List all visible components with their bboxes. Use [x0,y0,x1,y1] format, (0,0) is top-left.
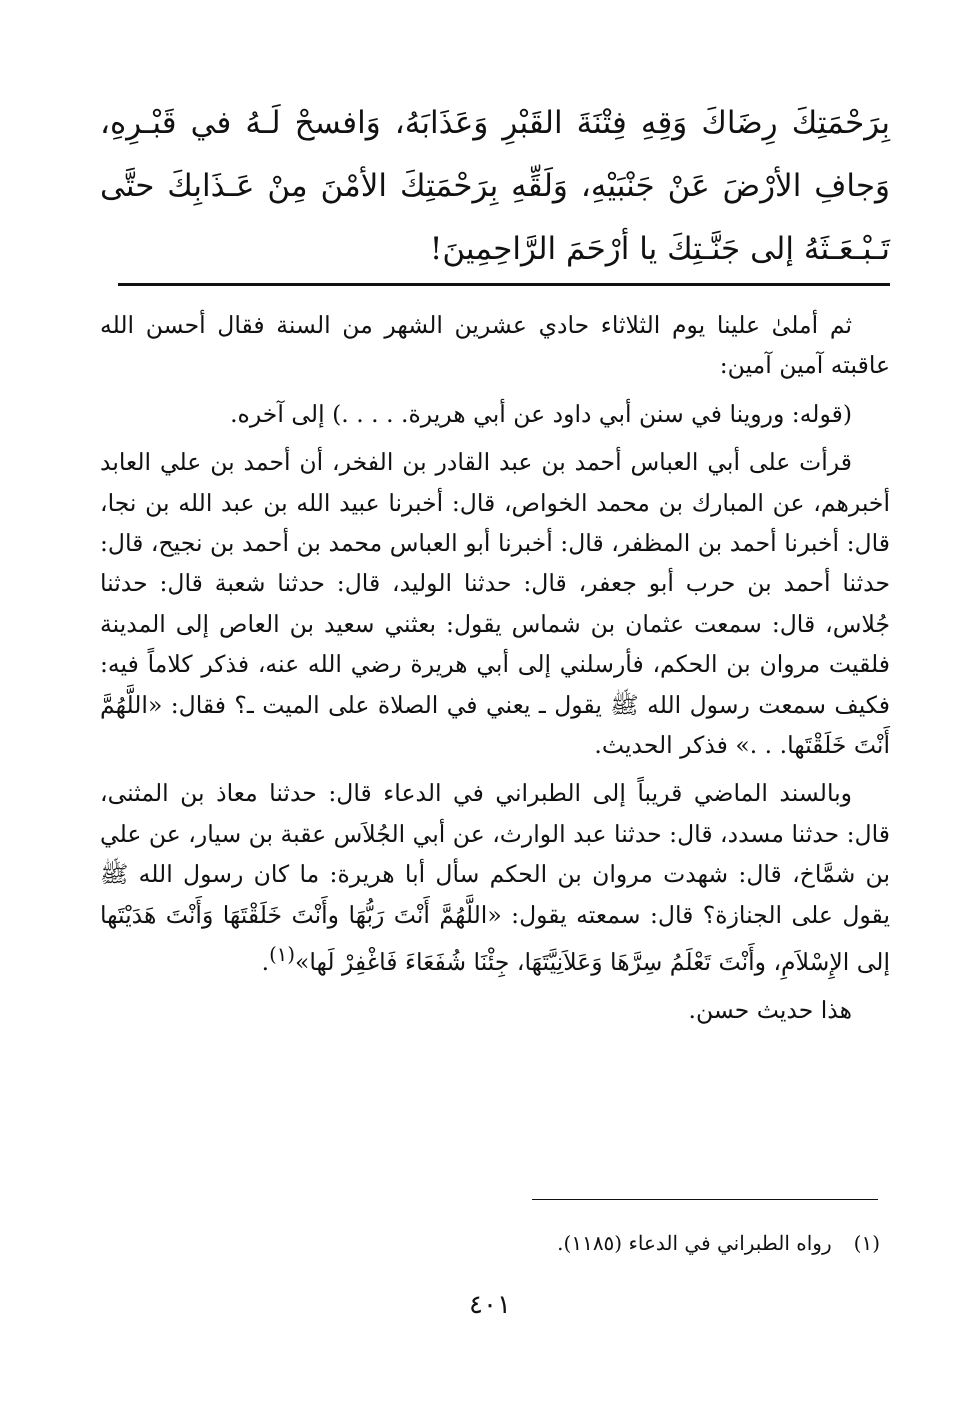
paragraph-second-chain [100,773,890,982]
top-supplication-passage [100,92,890,281]
paragraph-quoted-statement: (قوله: وروينا في سنن أبي داود عن أبي هريرة. . . . .) إلى آخره. [230,399,852,428]
footnote-marker: (١) [853,1231,880,1255]
footnote-reference[interactable]: (١) [269,943,295,967]
second-chain-end: . [261,947,270,976]
section-divider [118,283,890,286]
footnote-text: رواه الطبراني في الدعاء (١١٨٥). [557,1231,832,1255]
paragraph-first-chain: قرأت على أبي العباس أحمد بن عبد القادر بن الفخر، أن أحمد بن علي العابد أخبرهم، عن المبارك بن محمد الخواص، قال: أخبرنا عبيد الله بن عبد الله بن نجا، قال: أخبرنا أحمد بن المظفر، قال: أخبرنا أبو العباس محمد بن أحمد بن نجيح، قال: حدثنا أحمد بن حرب أبو جعفر، قال: حدثنا الوليد، قال: حدثنا شعبة قال: حدثنا جُلاس، قال: سمعت عثمان بن شماس يقول: بعثني سعيد بن العاص إلى المدينة فلقيت مروان بن الحكم، فأرسلني إلى أبي هريرة رضي الله عنه، فذكر كلاماً فيه: فكيف سمعت رسول الله ﷺ يقول ـ يعني في الصلاة على الميت ـ؟ فقال: «اللَّهُمَّ أَنْتَ خَلَقْتَها. . .» فذكر الحديث. [100,448,890,760]
page-number: ٤٠١ [469,1290,511,1320]
paragraph-hadith-grade: هذا حديث حسن. [688,996,852,1025]
second-chain-text: وبالسند الماضي قريباً إلى الطبراني في الدعاء قال: حدثنا معاذ بن المثنى، قال: حدثنا مسدد، قال: حدثنا عبد الوارث، عن أبي الجُلاَس عقبة بن سيار، عن علي بن شمَّاخ، قال: شهدت مروان بن الحكم سأل أبا هريرة: ما كان رسول الله ﷺ يقول على الجنازة؟ قال: سمعته يقول: «اللَّهُمَّ أَنْتَ رَبُّهَا وأَنْتَ خَلَقْتَهَا وَأَنْتَ هَدَيْتَها إلى الإِسْلاَمِ، وأَنْتَ تَعْلَمُ سِرَّهَا وَعَلاَنِيَّتَهَا، جِئْنَا شُفَعَاءَ فَاغْفِرْ لَها» [100,779,890,976]
main-body [100,305,890,1039]
top-supplication-text: بِرَحْمَتِكَ رِضَاكَ وَقِهِ فِتْنَةَ القَبْرِ وَعَذَابَهُ، وَافسحْ لَـهُ في قَبْـرِهِ، وَجافِ الأرْضَ عَنْ جَنْبَيْهِ، وَلَقِّهِ بِرَحْمَتِكَ الأمْنَ مِنْ عَـذَابِكَ حتَّى تَـبْـعَـثَهُ إلى جَنَّـتِكَ يا أرْحَمَ الرَّاحِمِينَ! [100,105,890,267]
footnote-divider [532,1199,878,1200]
paragraph-dictation-intro: ثم أملىٰ علينا يوم الثلاثاء حادي عشرين الشهر من السنة فقال أحسن الله عاقبته آمين آمين: [100,311,890,380]
footnote [300,1228,880,1258]
